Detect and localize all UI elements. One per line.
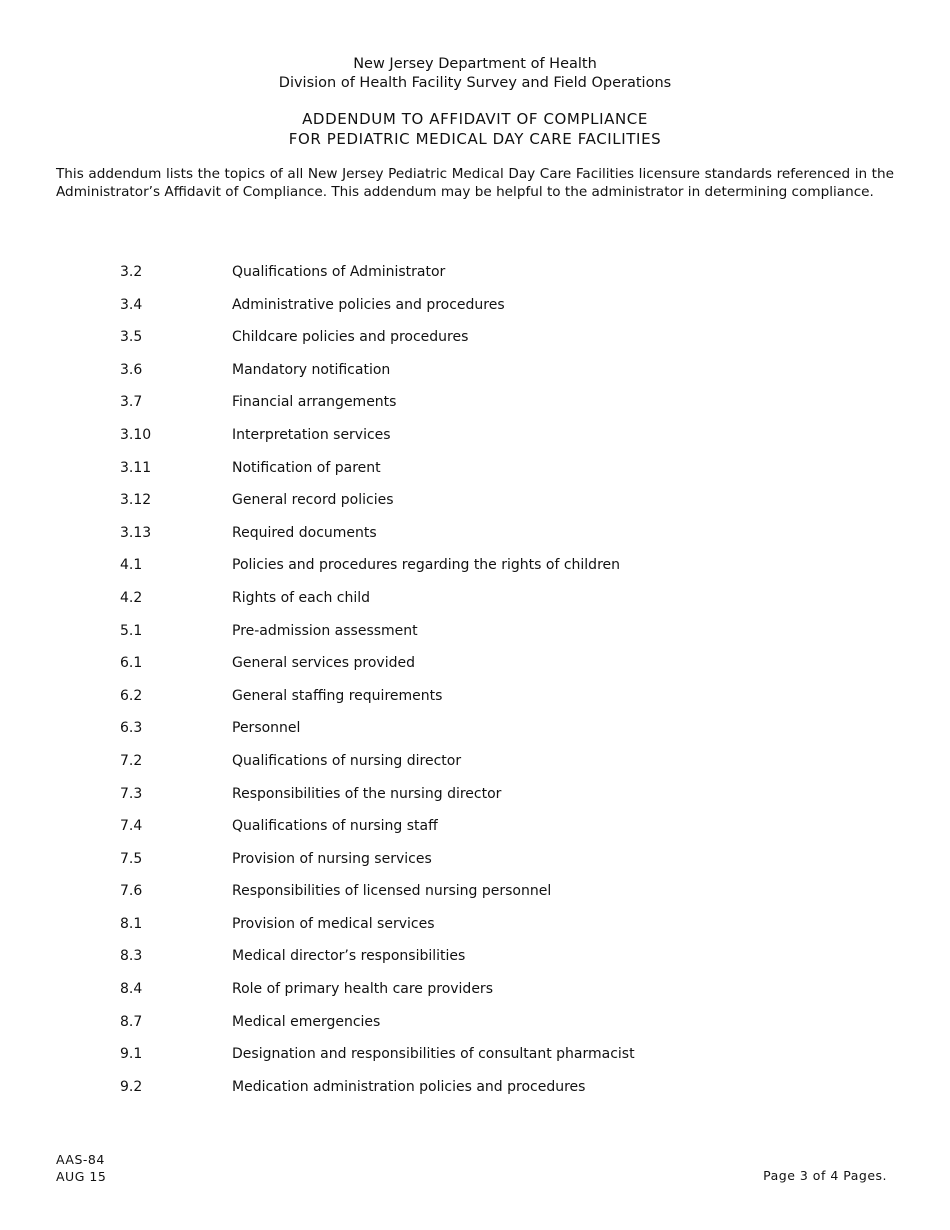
list-item xyxy=(0,652,950,685)
section-topic: Childcare policies and procedures xyxy=(232,329,469,346)
section-topic: Designation and responsibilities of consultant pharmacist xyxy=(232,1046,635,1063)
section-number: 3.10 xyxy=(120,426,152,443)
section-topic: Qualifications of nursing staff xyxy=(232,818,438,835)
section-number: 4.1 xyxy=(120,557,143,574)
list-item xyxy=(0,880,950,913)
section-number: 9.2 xyxy=(120,1078,143,1095)
section-number: 9.1 xyxy=(120,1046,143,1063)
list-item xyxy=(0,294,950,327)
division-name: Division of Health Facility Survey and Field Operations xyxy=(278,75,672,91)
list-item xyxy=(0,848,950,881)
document-header xyxy=(0,55,950,93)
section-number: 5.1 xyxy=(120,622,143,639)
section-topic: Role of primary health care providers xyxy=(232,981,493,998)
list-item xyxy=(0,587,950,620)
section-number: 3.13 xyxy=(120,524,152,541)
section-number: 6.3 xyxy=(120,720,143,737)
list-item xyxy=(0,913,950,946)
list-item xyxy=(0,750,950,783)
form-number: AAS-84 xyxy=(56,1152,105,1167)
list-item xyxy=(0,783,950,816)
section-topic: Medication administration policies and procedures xyxy=(232,1078,586,1095)
title-line-2: FOR PEDIATRIC MEDICAL DAY CARE FACILITIES xyxy=(288,130,662,148)
section-number: 6.2 xyxy=(120,687,143,704)
section-number: 7.3 xyxy=(120,785,143,802)
section-number: 7.6 xyxy=(120,883,143,900)
list-item xyxy=(0,1076,950,1109)
section-number: 8.4 xyxy=(120,981,143,998)
section-topic: Notification of parent xyxy=(232,459,381,476)
section-topic: Responsibilities of licensed nursing personnel xyxy=(232,883,552,900)
intro-paragraph: This addendum lists the topics of all New Jersey Pediatric Medical Day Care Facilities licensure standards referenced in the Administrator’s Affidavit of Compliance. This addendum may be helpful to the administrator in determining compliance. xyxy=(56,166,894,200)
list-item xyxy=(0,554,950,587)
section-number: 6.1 xyxy=(120,655,143,672)
list-item xyxy=(0,1043,950,1076)
page-number: Page 3 of 4 Pages. xyxy=(763,1168,887,1183)
section-number: 7.2 xyxy=(120,752,143,769)
list-item xyxy=(0,1011,950,1044)
footer-form-info xyxy=(56,1151,106,1185)
section-topic: Qualifications of Administrator xyxy=(232,264,446,280)
list-item xyxy=(0,359,950,392)
section-topic: Responsibilities of the nursing director xyxy=(232,785,502,802)
list-item xyxy=(0,945,950,978)
section-topic: Mandatory notification xyxy=(232,361,391,378)
document-title xyxy=(0,109,950,149)
list-item xyxy=(0,326,950,359)
section-topic: Policies and procedures regarding the rights of children xyxy=(232,557,621,574)
section-topic: Personnel xyxy=(232,720,301,737)
section-topic: Provision of medical services xyxy=(232,915,435,932)
list-item xyxy=(0,685,950,718)
list-item xyxy=(0,978,950,1011)
section-number: 3.6 xyxy=(120,361,143,378)
section-number: 8.1 xyxy=(120,915,143,932)
section-topic: Interpretation services xyxy=(232,426,391,443)
section-number: 3.2 xyxy=(120,264,143,280)
list-item xyxy=(0,815,950,848)
list-item xyxy=(0,391,950,424)
list-item xyxy=(0,489,950,522)
section-number: 8.3 xyxy=(120,948,143,965)
topics-list xyxy=(0,261,950,1108)
section-number: 8.7 xyxy=(120,1013,143,1030)
list-item xyxy=(0,717,950,750)
list-item xyxy=(0,261,950,294)
section-number: 7.5 xyxy=(120,850,143,867)
list-item xyxy=(0,457,950,490)
section-number: 7.4 xyxy=(120,818,143,835)
section-topic: Financial arrangements xyxy=(232,394,397,411)
list-item xyxy=(0,620,950,653)
section-number: 3.7 xyxy=(120,394,143,411)
department-name: New Jersey Department of Health xyxy=(353,56,597,72)
section-number: 4.2 xyxy=(120,589,143,606)
section-number: 3.4 xyxy=(120,296,143,313)
section-topic: Qualifications of nursing director xyxy=(232,752,462,769)
form-date: AUG 15 xyxy=(56,1169,107,1184)
list-item xyxy=(0,522,950,555)
section-topic: General record policies xyxy=(232,492,394,509)
section-topic: Medical director’s responsibilities xyxy=(232,948,466,965)
section-topic: Administrative policies and procedures xyxy=(232,296,505,313)
section-number: 3.11 xyxy=(120,459,152,476)
list-item xyxy=(0,424,950,457)
section-topic: Rights of each child xyxy=(232,589,371,606)
section-topic: Pre-admission assessment xyxy=(232,622,418,639)
section-number: 3.5 xyxy=(120,329,143,346)
section-topic: Required documents xyxy=(232,524,377,541)
title-line-1: ADDENDUM TO AFFIDAVIT OF COMPLIANCE xyxy=(302,110,648,128)
section-topic: General services provided xyxy=(232,655,415,672)
section-topic: Medical emergencies xyxy=(232,1013,381,1030)
section-topic: General staffing requirements xyxy=(232,687,443,704)
section-topic: Provision of nursing services xyxy=(232,850,432,867)
section-number: 3.12 xyxy=(120,492,152,509)
